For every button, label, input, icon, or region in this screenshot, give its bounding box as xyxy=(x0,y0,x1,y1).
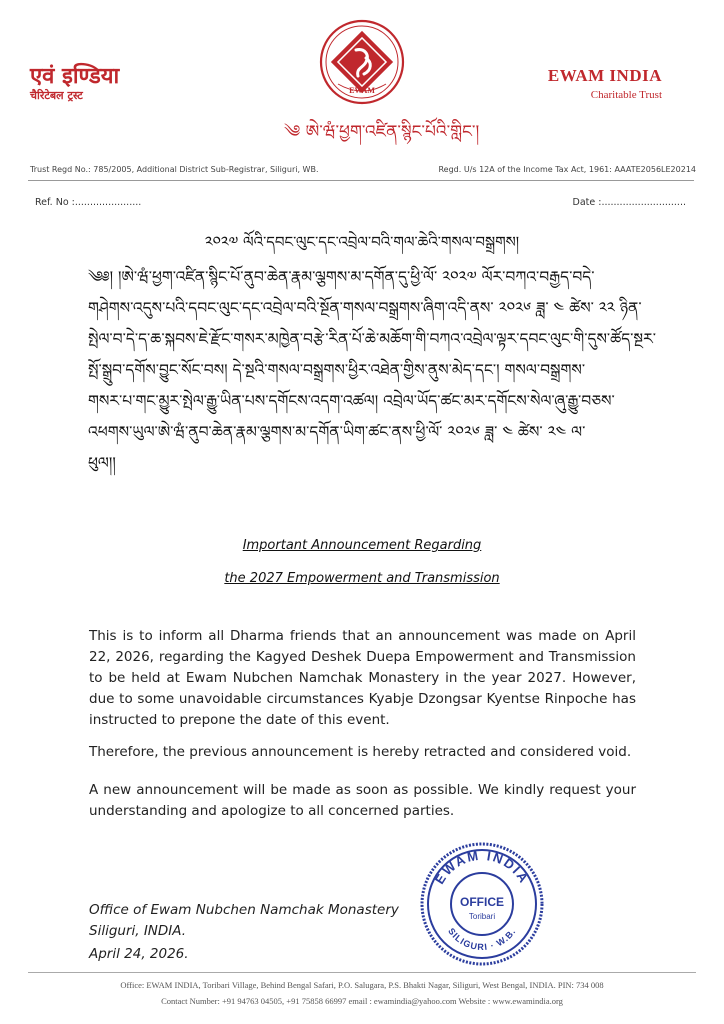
stamp-sub-text: Toribari xyxy=(468,912,496,921)
hindi-org-subtitle: चैरिटेबल ट्रस्ट xyxy=(30,89,83,102)
ewam-logo xyxy=(318,18,406,106)
tibetan-line: སྤེལ་བ་དེ་ད་ཆ་སྐབས་ཇེ་རྫོང་གསར་མཁྱེན་བརྩེ་རིན་པོ་ཆེ་མཆོག་གི་བཀའ་འབྲེལ་ལྟར་དབང་ལུང་གི་དུས་ཚོད་སྔར་ xyxy=(88,330,657,348)
tibetan-title: ༢༠༢༧ ལོའི་དབང་ལུང་དང་འབྲེལ་བའི་གལ་ཆེའི་གསལ་བསྒྲགས། xyxy=(204,233,520,251)
signature-city: Siliguri, INDIA. xyxy=(89,923,187,939)
office-stamp xyxy=(418,840,546,968)
tibetan-line: སྤོ་སྒྲུབ་དགོས་བྱུང་སོང་བས། དེ་སྔའི་གསལ་བསྒྲགས་ཕྱིར་འཐེན་གྱིས་ནུས་མེད་དང་། གསལ་བསྒྲགས་ xyxy=(88,361,586,379)
announcement-paragraph-3: A new announcement will be made as soon as possible. We kindly request your understanding and apologize to all concerned parties. xyxy=(89,782,636,819)
tibetan-line: ཕུལ།། xyxy=(88,454,116,472)
stamp-bottom-text: SILIGURI · W.B. xyxy=(446,926,518,953)
tibetan-body xyxy=(88,262,688,479)
tibetan-line: འཕགས་ཡུལ་ཨེ་ཝཾ་ནུབ་ཆེན་རྣམ་ལྕགས་མ་དགོན་ཡིག་ཚང་ནས་ཕྱི་ལོ་ ༢༠༢༦ ཟླ་ ༤ ཚེས་ ༢༤ ལ་ xyxy=(88,423,586,441)
tibetan-line: ༄༅། །ཨེ་ཝཾ་ཕྱག་འཛིན་སྙིང་པོ་ནུབ་ཆེན་རྣམ་ལྕགས་མ་དགོན་དུ་ཕྱི་ལོ་ ༢༠༢༧ ལོར་བཀའ་བརྒྱད་བདེ་ xyxy=(88,268,595,286)
logo-label: EWAM xyxy=(349,86,375,95)
announcement-paragraph-2: Therefore, the previous announcement is hereby retracted and considered void. xyxy=(89,744,632,760)
signature-office: Office of Ewam Nubchen Namchak Monastery xyxy=(89,902,399,918)
trust-registration: Trust Regd No.: 785/2005, Additional District Sub-Registrar, Siliguri, WB. xyxy=(30,165,319,174)
signature-date: April 24, 2026. xyxy=(89,946,189,962)
footer-contact: Contact Number: +91 94763 04505, +91 75858 66997 email : ewamindia@yahoo.com Website : www.ewamindia.org xyxy=(161,996,563,1006)
english-org-subtitle: Charitable Trust xyxy=(590,89,662,101)
stamp-top-text: EWAM INDIA xyxy=(431,847,533,887)
date-field: Date :............................ xyxy=(572,197,686,208)
tax-registration: Regd. U/s 12A of the Income Tax Act, 1961: AAATE2056LE20214 xyxy=(438,165,696,174)
stamp-center-text: OFFICE xyxy=(460,895,504,909)
english-title-line2: the 2027 Empowerment and Transmission xyxy=(224,571,500,586)
english-org-name: EWAM INDIA xyxy=(547,66,662,85)
header-divider xyxy=(28,180,694,181)
tibetan-line: གཤེགས་འདུས་པའི་དབང་ལུང་དང་འབྲེལ་བའི་སྔོན་གསལ་བསྒྲགས་ཞིག་འདི་ནས་ ༢༠༢༦ ཟླ་ ༤ ཚེས་ ༢༢ ཉིན་ xyxy=(88,299,642,317)
announcement-paragraph-1: This is to inform all Dharma friends that an announcement was made on April 22, 2026, regarding the Kagyed Deshek Duepa Empowerment and Transmission to be held at Ewam Nubchen Namchak Monastery in the year 2027. However, due to some unavoidable circumstances Kyabje Dzongsar Kyentse Rinpoche has instructed to prepone the date of this event. xyxy=(89,628,636,728)
tibetan-motto: ༄ ཨེ་ཝཾ་ཕྱག་འཛིན་སྙིང་པོའི་གླིང་། xyxy=(284,122,480,142)
english-title-line1: Important Announcement Regarding xyxy=(242,538,482,553)
hindi-org-name: एवं इण्डिया xyxy=(30,64,120,89)
footer-address: Office: EWAM INDIA, Toribari Village, Behind Bengal Safari, P.O. Salugara, P.S. Bhakti Nagar, Siliguri, West Bengal, INDIA. PIN: 734 008 xyxy=(120,980,604,990)
tibetan-line: གསར་པ་གང་མྱུར་སྤེལ་རྒྱུ་ཡིན་པས་དགོངས་འདག་འཚལ། འབྲེལ་ཡོད་ཚང་མར་དགོངས་སེལ་ཞུ་རྒྱུ་བཅས་ xyxy=(88,392,615,410)
ref-number: Ref. No :...................... xyxy=(35,197,142,208)
svg-text:SILIGURI · W.B. xyxy=(446,926,518,952)
footer-divider xyxy=(28,972,696,973)
